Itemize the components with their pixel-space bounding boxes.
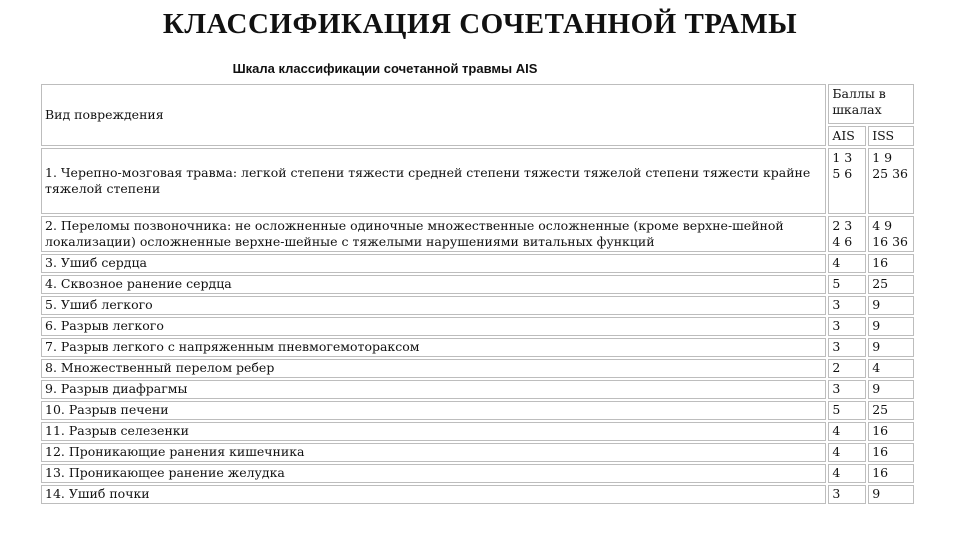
row-injury-type: 14. Ушиб почки: [41, 485, 826, 504]
row-injury-type: 10. Разрыв печени: [41, 401, 826, 420]
row-iss-score: 9: [868, 317, 914, 336]
header-ais: AIS: [828, 126, 866, 146]
row-ais-score: 2 3 4 6: [828, 216, 866, 252]
row-iss-score: 9: [868, 296, 914, 315]
table-row: [41, 275, 914, 294]
row-ais-score: 4: [828, 254, 866, 273]
table-row: [41, 401, 914, 420]
table-row: [41, 148, 914, 214]
row-ais-score: 4: [828, 464, 866, 483]
table-row: [41, 422, 914, 441]
table-row: [41, 464, 914, 483]
table-row: [41, 216, 914, 252]
table-header-row: [41, 84, 914, 124]
row-iss-score: 16: [868, 464, 914, 483]
table-row: [41, 296, 914, 315]
row-ais-score: 3: [828, 317, 866, 336]
row-iss-score: 9: [868, 485, 914, 504]
row-injury-type: 12. Проникающие ранения кишечника: [41, 443, 826, 462]
row-ais-score: 5: [828, 401, 866, 420]
row-iss-score: 16: [868, 422, 914, 441]
table-row: [41, 443, 914, 462]
table-caption: Шкала классификации сочетанной травмы AIS: [232, 61, 538, 76]
row-ais-score: 3: [828, 485, 866, 504]
table-row: [41, 380, 914, 399]
row-injury-type: 6. Разрыв легкого: [41, 317, 826, 336]
row-iss-score: 16: [868, 254, 914, 273]
table-row: [41, 254, 914, 273]
row-ais-score: 1 3 5 6: [828, 148, 866, 214]
row-injury-type: 2. Переломы позвоночника: не осложненные одиночные множественные осложненные (кроме верхне-шейной локализации) осложненные верхне-шейные с тяжелыми нарушениями витальных функций: [41, 216, 826, 252]
row-injury-type: 3. Ушиб сердца: [41, 254, 826, 273]
row-ais-score: 4: [828, 443, 866, 462]
row-ais-score: 4: [828, 422, 866, 441]
row-injury-type: 11. Разрыв селезенки: [41, 422, 826, 441]
table-row: [41, 485, 914, 504]
row-injury-type: 8. Множественный перелом ребер: [41, 359, 826, 378]
table-row: [41, 359, 914, 378]
row-injury-type: 13. Проникающее ранение желудка: [41, 464, 826, 483]
row-iss-score: 16: [868, 443, 914, 462]
row-injury-type: 5. Ушиб легкого: [41, 296, 826, 315]
header-iss: ISS: [868, 126, 914, 146]
table-row: [41, 317, 914, 336]
row-injury-type: 9. Разрыв диафрагмы: [41, 380, 826, 399]
row-ais-score: 3: [828, 296, 866, 315]
row-iss-score: 9: [868, 338, 914, 357]
header-injury-type: Вид повреждения: [41, 84, 826, 146]
row-injury-type: 1. Черепно-мозговая травма: легкой степени тяжести средней степени тяжести тяжелой степени тяжести крайне тяжелой степени: [41, 148, 826, 214]
row-injury-type: 4. Сквозное ранение сердца: [41, 275, 826, 294]
table-row: [41, 338, 914, 357]
row-ais-score: 2: [828, 359, 866, 378]
row-injury-type: 7. Разрыв легкого с напряженным пневмогемотораксом: [41, 338, 826, 357]
row-iss-score: 25: [868, 401, 914, 420]
row-iss-score: 1 9 25 36: [868, 148, 914, 214]
row-ais-score: 3: [828, 380, 866, 399]
ais-classification-table: [39, 82, 916, 506]
row-ais-score: 5: [828, 275, 866, 294]
row-iss-score: 9: [868, 380, 914, 399]
row-iss-score: 25: [868, 275, 914, 294]
slide-title: КЛАССИФИКАЦИЯ СОЧЕТАННОЙ ТРАМЫ: [162, 8, 798, 40]
row-iss-score: 4: [868, 359, 914, 378]
header-scores: Баллы в шкалах: [828, 84, 914, 124]
row-iss-score: 4 9 16 36: [868, 216, 914, 252]
row-ais-score: 3: [828, 338, 866, 357]
